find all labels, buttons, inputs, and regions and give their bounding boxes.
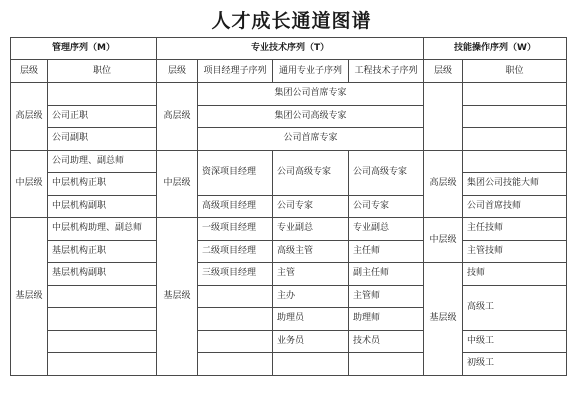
m-position-cell: 公司正职	[48, 105, 157, 128]
t-gen-cell	[273, 353, 349, 376]
w-level-mid: 中层级	[424, 218, 463, 263]
m-position-cell: 中层机构正职	[48, 173, 157, 196]
m-position-cell: 公司副职	[48, 128, 157, 151]
table-row	[11, 128, 567, 151]
table-row	[11, 285, 567, 308]
m-position-cell: 基层机构副职	[48, 263, 157, 286]
t-high-cell: 公司首席专家	[198, 128, 424, 151]
t-eng-cell	[349, 353, 424, 376]
w-position-cell: 初级工	[463, 353, 567, 376]
t-gen-cell: 高级主管	[273, 240, 349, 263]
t-pm-cell: 一级项目经理	[198, 218, 273, 241]
t-eng-cell: 公司高级专家	[349, 150, 424, 195]
t-pm-cell	[198, 285, 273, 308]
t-eng-cell: 主管师	[349, 285, 424, 308]
m-position-cell: 中层机构助理、副总师	[48, 218, 157, 241]
table-row	[11, 218, 567, 241]
w-position-cell: 高级工	[463, 285, 567, 330]
subheader-level-m: 层级	[11, 60, 48, 83]
header-technical-sequence: 专业技术序列（T）	[157, 38, 424, 60]
w-level-high: 高层级	[424, 150, 463, 218]
m-position-cell	[48, 308, 157, 331]
subheader-engineering-tech: 工程技术子序列	[349, 60, 424, 83]
header-row	[11, 38, 567, 60]
t-gen-cell: 公司专家	[273, 195, 349, 218]
m-level-high: 高层级	[11, 83, 48, 151]
subheader-general-professional: 通用专业子序列	[273, 60, 349, 83]
m-level-mid: 中层级	[11, 150, 48, 218]
career-path-table	[10, 37, 567, 376]
t-eng-cell: 技术员	[349, 330, 424, 353]
m-position-cell	[48, 83, 157, 106]
t-level-mid: 中层级	[157, 150, 198, 218]
table-row	[11, 240, 567, 263]
t-gen-cell: 助理员	[273, 308, 349, 331]
t-high-cell: 集团公司高级专家	[198, 105, 424, 128]
w-position-cell	[463, 83, 567, 106]
t-eng-cell: 助理师	[349, 308, 424, 331]
t-level-high: 高层级	[157, 83, 198, 151]
w-level-base: 基层级	[424, 263, 463, 376]
table-row	[11, 83, 567, 106]
m-level-base: 基层级	[11, 218, 48, 376]
w-position-cell: 技师	[463, 263, 567, 286]
t-eng-cell: 专业副总	[349, 218, 424, 241]
t-gen-cell: 专业副总	[273, 218, 349, 241]
w-position-cell	[463, 105, 567, 128]
t-pm-cell: 资深项目经理	[198, 150, 273, 195]
m-position-cell	[48, 353, 157, 376]
header-management-sequence: 管理序列（M）	[11, 38, 157, 60]
t-pm-cell	[198, 353, 273, 376]
m-position-cell: 公司助理、副总师	[48, 150, 157, 173]
m-position-cell: 中层机构副职	[48, 195, 157, 218]
header-skill-sequence: 技能操作序列（W）	[424, 38, 567, 60]
table-row	[11, 263, 567, 286]
subheader-row	[11, 60, 567, 83]
t-gen-cell: 主管	[273, 263, 349, 286]
t-pm-cell	[198, 330, 273, 353]
t-gen-cell: 主办	[273, 285, 349, 308]
w-position-cell: 集团公司技能大师	[463, 173, 567, 196]
w-position-cell: 中级工	[463, 330, 567, 353]
table-row	[11, 353, 567, 376]
t-high-cell: 集团公司首席专家	[198, 83, 424, 106]
m-position-cell: 基层机构正职	[48, 240, 157, 263]
subheader-position-w: 职位	[463, 60, 567, 83]
w-position-cell: 主任技师	[463, 218, 567, 241]
table-row	[11, 105, 567, 128]
subheader-level-w: 层级	[424, 60, 463, 83]
t-level-base: 基层级	[157, 218, 198, 376]
t-pm-cell: 三级项目经理	[198, 263, 273, 286]
subheader-position-m: 职位	[48, 60, 157, 83]
table-row	[11, 150, 567, 173]
m-position-cell	[48, 330, 157, 353]
t-eng-cell: 副主任师	[349, 263, 424, 286]
t-pm-cell: 高级项目经理	[198, 195, 273, 218]
w-level-empty	[424, 83, 463, 151]
w-position-cell	[463, 150, 567, 173]
t-pm-cell: 二级项目经理	[198, 240, 273, 263]
page-title: 人才成长通道图谱	[211, 10, 372, 32]
w-position-cell: 主管技师	[463, 240, 567, 263]
subheader-level-t: 层级	[157, 60, 198, 83]
t-eng-cell: 公司专家	[349, 195, 424, 218]
m-position-cell	[48, 285, 157, 308]
t-pm-cell	[198, 308, 273, 331]
table-row	[11, 330, 567, 353]
w-position-cell	[463, 128, 567, 151]
t-gen-cell: 公司高级专家	[273, 150, 349, 195]
t-eng-cell: 主任师	[349, 240, 424, 263]
t-gen-cell: 业务员	[273, 330, 349, 353]
table-row	[11, 195, 567, 218]
subheader-project-manager: 项目经理子序列	[198, 60, 273, 83]
w-position-cell: 公司首席技师	[463, 195, 567, 218]
